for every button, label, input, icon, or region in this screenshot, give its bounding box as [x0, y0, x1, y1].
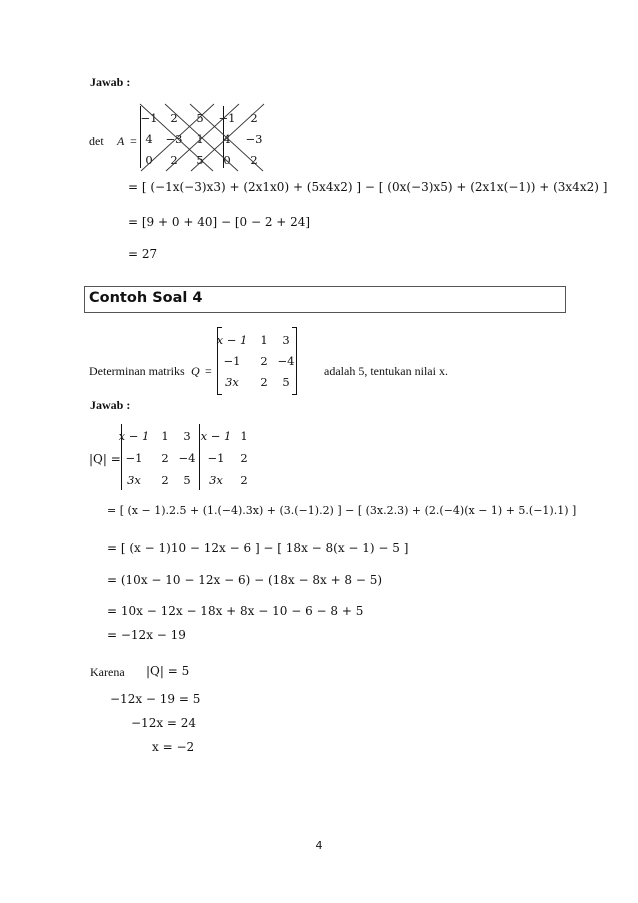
matrix-cell: 5	[196, 153, 204, 167]
matrix-cell: 0	[223, 153, 231, 167]
matrix-cell: −4	[178, 451, 196, 465]
matrix-cell: 1	[260, 333, 268, 347]
calc-line-1: = [ (−1x(−3)x3) + (2x1x0) + (5x4x2) ] − [ (0x(−3)x5) + (2x1x(−1)) + (3x4x2) ]	[128, 180, 608, 194]
matrix-cell: 4	[223, 132, 231, 146]
matrix-cell: 4	[145, 132, 153, 146]
matrix-cell: −1	[140, 111, 158, 125]
jawab-heading-1: Jawab :	[90, 75, 131, 89]
matrix-cell: −3	[245, 132, 263, 146]
problem-intro: Determinan matriks	[89, 364, 185, 378]
matrix-cell: −1	[218, 111, 236, 125]
matrix-cell: 1	[161, 429, 169, 443]
matrix-cell: 2	[170, 153, 178, 167]
matrix-cell: 3x	[209, 473, 223, 487]
matrix-cell: x − 1	[216, 333, 248, 347]
matrix-cell: 2	[240, 451, 248, 465]
banner-title: Contoh Soal 4	[89, 290, 203, 306]
matrix-cell: −3	[165, 132, 183, 146]
karena-equation: |Q| = 5	[146, 664, 190, 678]
calc-line-4: = 10x − 12x − 18x + 8x − 10 − 6 − 8 + 5	[107, 604, 364, 618]
matrix-cell: 2	[161, 473, 169, 487]
solve-step-2: −12x = 24	[131, 716, 197, 730]
matrix-cell: 1	[196, 132, 204, 146]
jawab-heading-2: Jawab :	[90, 398, 131, 412]
matrix-var-q: Q	[191, 364, 200, 378]
matrix-cell: −1	[223, 354, 241, 368]
matrix-cell: 3x	[225, 375, 239, 389]
calc-line-3: = (10x − 10 − 12x − 6) − (18x − 8x + 8 − 5)	[107, 573, 383, 587]
solve-step-1: −12x − 19 = 5	[110, 692, 201, 706]
calc-result: = 27	[128, 247, 158, 261]
calc-line-2: = [9 + 0 + 40] − [0 − 2 + 24]	[128, 215, 311, 229]
matrix-cell: 3x	[127, 473, 141, 487]
matrix-cell: 2	[170, 111, 178, 125]
matrix-cell: 0	[145, 153, 153, 167]
equals-sign: =	[205, 364, 212, 378]
matrix-cell: 2	[250, 153, 258, 167]
matrix-cell: −4	[277, 354, 295, 368]
matrix-cell: 5	[282, 375, 290, 389]
matrix-cell: 2	[250, 111, 258, 125]
matrix-cell: 2	[161, 451, 169, 465]
matrix-cell: x − 1	[118, 429, 150, 443]
calc-line-2: = [ (x − 1)10 − 12x − 6 ] − [ 18x − 8(x − 1) − 5 ]	[107, 541, 409, 555]
karena-label: Karena	[90, 665, 125, 679]
abs-q-label: |Q| =	[89, 452, 121, 466]
matrix-cell: −1	[207, 451, 225, 465]
page-number: 4	[315, 839, 323, 852]
matrix-cell: 1	[240, 429, 248, 443]
problem-tail: adalah 5, tentukan nilai x.	[324, 364, 448, 378]
det-label: det	[89, 134, 104, 148]
matrix-cell: 3	[183, 429, 191, 443]
matrix-cell: 2	[260, 375, 268, 389]
matrix-cell: 3	[282, 333, 290, 347]
solve-step-3: x = −2	[152, 740, 195, 754]
calc-line-1: = [ (x − 1).2.5 + (1.(−4).3x) + (3.(−1).2) ] − [ (3x.2.3) + (2.(−4)(x − 1) + 5.(−1).1) ]	[107, 504, 577, 517]
matrix-cell: −1	[125, 451, 143, 465]
matrix-cell: 5	[183, 473, 191, 487]
matrix-var-a: A	[117, 134, 125, 148]
matrix-cell: 5	[196, 111, 204, 125]
matrix-cell: 2	[240, 473, 248, 487]
example-banner	[84, 286, 566, 313]
matrix-cell: x − 1	[200, 429, 232, 443]
calc-line-5: = −12x − 19	[107, 628, 186, 642]
equals-sign: =	[130, 134, 137, 148]
matrix-cell: 2	[260, 354, 268, 368]
